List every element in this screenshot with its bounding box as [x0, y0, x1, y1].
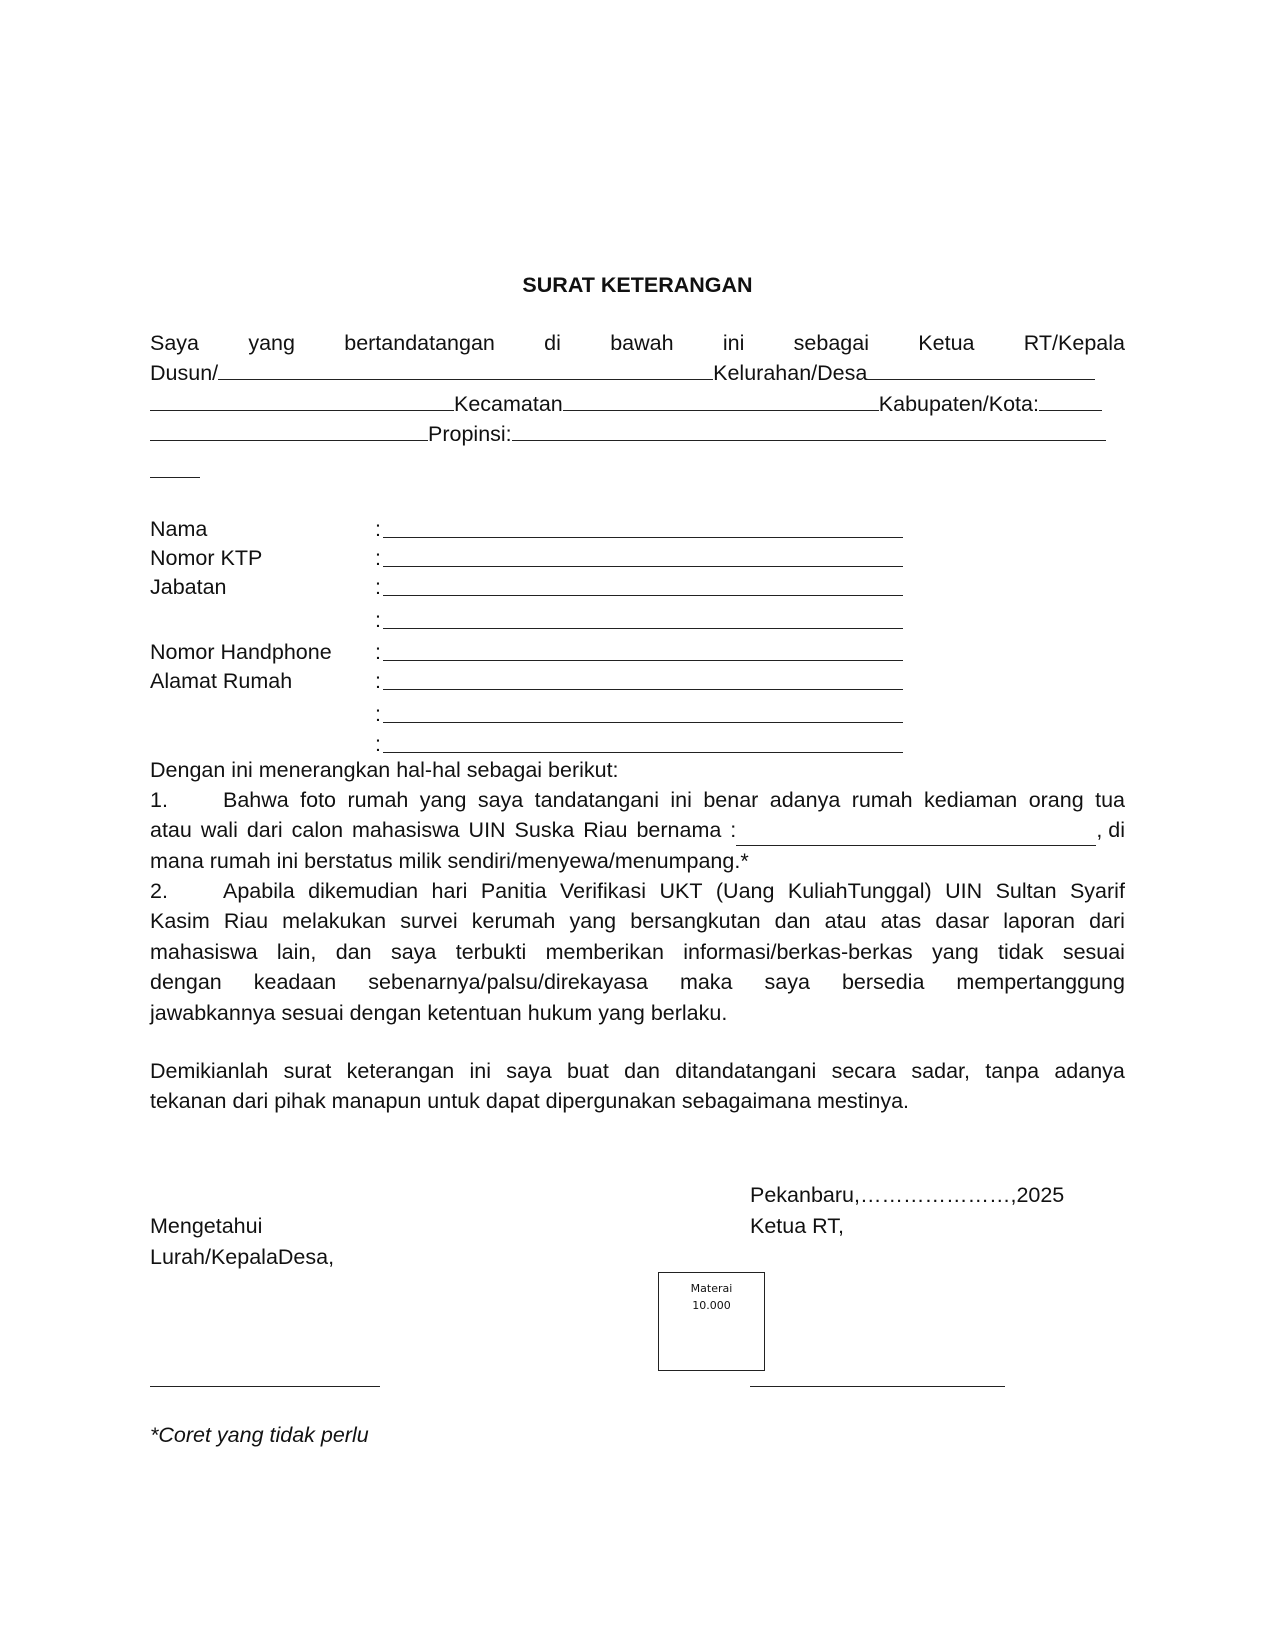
field-colon: :	[375, 669, 381, 693]
intro-word: bawah	[610, 331, 674, 355]
propinsi-blank[interactable]	[512, 420, 1106, 441]
field-colon: :	[375, 702, 381, 726]
intro-line-4	[150, 419, 1106, 449]
footnote: *Coret yang tidak perlu	[150, 1423, 369, 1447]
kelurahan-blank[interactable]	[867, 359, 1095, 380]
word: adanya	[769, 788, 841, 812]
intro-word: ini	[722, 331, 745, 355]
word: saya	[764, 970, 810, 995]
intro-word: bertandatangan	[344, 331, 495, 355]
word: dikemudian	[308, 879, 419, 903]
word: rumah	[851, 788, 913, 812]
closing-line-2	[150, 1086, 1125, 1116]
item-2-text	[150, 876, 1125, 1028]
propinsi-label: Propinsi:	[428, 422, 512, 446]
lurah-role: Lurah/KepalaDesa,	[150, 1245, 335, 1269]
word: Riau	[223, 909, 269, 934]
word: atau	[824, 909, 867, 934]
word: sadar,	[911, 1059, 970, 1083]
item-1-text	[150, 785, 1125, 876]
place-date: Pekanbaru,…………………,2025	[750, 1183, 1065, 1207]
word: dari	[1089, 909, 1125, 934]
word: surat	[283, 1059, 332, 1083]
intro-word: yang	[248, 331, 295, 355]
word: survei	[400, 909, 458, 934]
field-colon: :	[375, 640, 381, 664]
dusun-label: Dusun/	[150, 361, 219, 385]
word: lain,	[276, 939, 317, 964]
kecamatan-label: Kecamatan	[454, 392, 563, 416]
word: sebenarnya/palsu/direkayasa	[368, 970, 648, 995]
word: ini	[670, 788, 692, 812]
student-name-blank[interactable]	[736, 823, 1096, 846]
word: secara	[831, 1059, 897, 1083]
word: dan	[774, 909, 811, 934]
word: Kasim	[150, 909, 210, 934]
closing-line-2-text: tekanan dari pihak manapun untuk dapat dipergunakan sebagaimana mestinya.	[150, 1089, 909, 1114]
materai-stamp-box	[658, 1272, 765, 1371]
word: ditandatangani	[675, 1059, 817, 1083]
word: dengan	[150, 970, 222, 995]
word: yang	[419, 788, 467, 812]
word: kediaman	[924, 788, 1018, 812]
page-title: SURAT KETERANGAN	[522, 273, 753, 297]
lurah-signature-line[interactable]	[150, 1386, 380, 1387]
intro-word: RT/Kepala	[1023, 331, 1125, 355]
item-2-line-4	[150, 967, 1125, 997]
field-colon: :	[375, 608, 381, 632]
stamp-label: Materai	[690, 1282, 733, 1295]
field-label: Nama	[150, 517, 208, 541]
word: keterangan	[346, 1059, 455, 1083]
word: sesuai	[1062, 939, 1125, 964]
intro-word: Ketua	[918, 331, 975, 355]
word: saya	[390, 939, 437, 964]
word: tidak	[998, 939, 1044, 964]
field-input-line[interactable]	[383, 689, 903, 690]
field-colon: :	[375, 732, 381, 756]
closing-paragraph	[150, 1056, 1125, 1117]
word: foto	[300, 788, 337, 812]
intro-line-2	[150, 358, 1095, 388]
item-2-number: 2.	[150, 879, 168, 903]
stamp-value: 10.000	[692, 1299, 731, 1312]
closing-line-1	[150, 1056, 1125, 1086]
field-input-line[interactable]	[383, 566, 903, 567]
word: benar	[703, 788, 759, 812]
field-label: Nomor Handphone	[150, 640, 332, 664]
item-1-line-2-text: atau wali dari calon mahasiswa UIN Suska Riau bernama :	[150, 818, 737, 843]
intro-line-1	[150, 328, 1125, 358]
word: Panitia	[480, 879, 547, 903]
word: UIN	[945, 879, 983, 903]
item-1-line-3-text: mana rumah ini berstatus milik sendiri/menyewa/menumpang.*	[150, 848, 749, 873]
word: Bahwa	[223, 788, 289, 812]
word: tandatangani	[534, 788, 659, 812]
kabupaten-label: Kabupaten/Kota:	[878, 392, 1039, 416]
field-label: Nomor KTP	[150, 546, 263, 570]
word: (Uang	[715, 879, 775, 903]
kelurahan-blank-cont[interactable]	[150, 390, 454, 411]
word: tanpa	[985, 1059, 1040, 1083]
word: mahasiswa	[150, 939, 258, 964]
word: atas	[880, 909, 922, 934]
word: Apabila	[223, 879, 295, 903]
field-colon: :	[375, 546, 381, 570]
word: yang	[932, 939, 979, 964]
word: Syarif	[1069, 879, 1125, 903]
word: Sultan	[995, 879, 1057, 903]
word: informasi/berkas-berkas	[683, 939, 913, 964]
word: KuliahTunggal)	[787, 879, 932, 903]
word: keadaan	[253, 970, 337, 995]
word: laporan	[1003, 909, 1075, 934]
word: kerumah	[471, 909, 556, 934]
item-1-number: 1.	[150, 788, 168, 812]
kelurahan-label: Kelurahan/Desa	[713, 361, 868, 385]
field-input-line[interactable]	[383, 752, 903, 753]
field-colon: :	[375, 575, 381, 599]
word: Verifikasi	[560, 879, 647, 903]
word: hari	[431, 879, 468, 903]
word: ini	[469, 1059, 492, 1083]
word: Demikianlah	[150, 1059, 269, 1083]
item-1-line-2	[150, 815, 1125, 845]
student-name-suffix: , di	[1096, 818, 1125, 843]
word: saya	[477, 788, 524, 812]
word: UKT	[659, 879, 703, 903]
item-1-line-3	[150, 846, 1125, 876]
word: saya	[506, 1059, 552, 1083]
kabupaten-blank-cont[interactable]	[150, 420, 428, 441]
intro-word: Saya	[150, 331, 200, 355]
word: mempertanggung	[956, 970, 1125, 995]
word: tua	[1095, 788, 1125, 812]
word: adanya	[1054, 1059, 1125, 1083]
intro-word: di	[544, 331, 561, 355]
word: rumah	[347, 788, 409, 812]
field-input-line[interactable]	[383, 660, 903, 661]
mengetahui-heading: Mengetahui	[150, 1214, 263, 1238]
word: terbukti	[455, 939, 527, 964]
field-input-line[interactable]	[383, 628, 903, 629]
ketua-rt-role: Ketua RT,	[750, 1214, 845, 1238]
kabupaten-blank[interactable]	[1039, 390, 1102, 411]
kecamatan-blank[interactable]	[563, 390, 879, 411]
word: buat	[566, 1059, 609, 1083]
word: dan	[624, 1059, 660, 1083]
field-label: Alamat Rumah	[150, 669, 293, 693]
ketua-rt-signature-line[interactable]	[750, 1386, 1005, 1387]
field-input-line[interactable]	[383, 537, 903, 538]
word: bersedia	[841, 970, 925, 995]
statement-intro: Dengan ini menerangkan hal-hal sebagai berikut:	[150, 758, 619, 782]
field-label: Jabatan	[150, 575, 227, 599]
word: orang	[1028, 788, 1084, 812]
word: melakukan	[282, 909, 387, 934]
word: dasar	[935, 909, 990, 934]
field-input-line[interactable]	[383, 595, 903, 596]
item-2-line-2	[150, 906, 1125, 936]
field-colon: :	[375, 517, 381, 541]
word: yang	[569, 909, 617, 934]
intro-line-3	[150, 389, 1102, 419]
item-2-line-5-text: jawabkannya sesuai dengan ketentuan hukum yang berlaku.	[150, 1000, 728, 1025]
word: dan	[335, 939, 372, 964]
item-2-line-5	[150, 998, 1125, 1028]
item-1-line-1	[150, 785, 1125, 815]
word: memberikan	[545, 939, 664, 964]
field-input-line[interactable]	[383, 722, 903, 723]
propinsi-blank-cont[interactable]	[150, 477, 200, 478]
intro-word: sebagai	[793, 331, 869, 355]
item-2-line-1	[150, 876, 1125, 906]
word: maka	[679, 970, 733, 995]
word: bersangkutan	[630, 909, 761, 934]
dusun-blank[interactable]	[218, 359, 713, 380]
item-2-line-3	[150, 937, 1125, 967]
